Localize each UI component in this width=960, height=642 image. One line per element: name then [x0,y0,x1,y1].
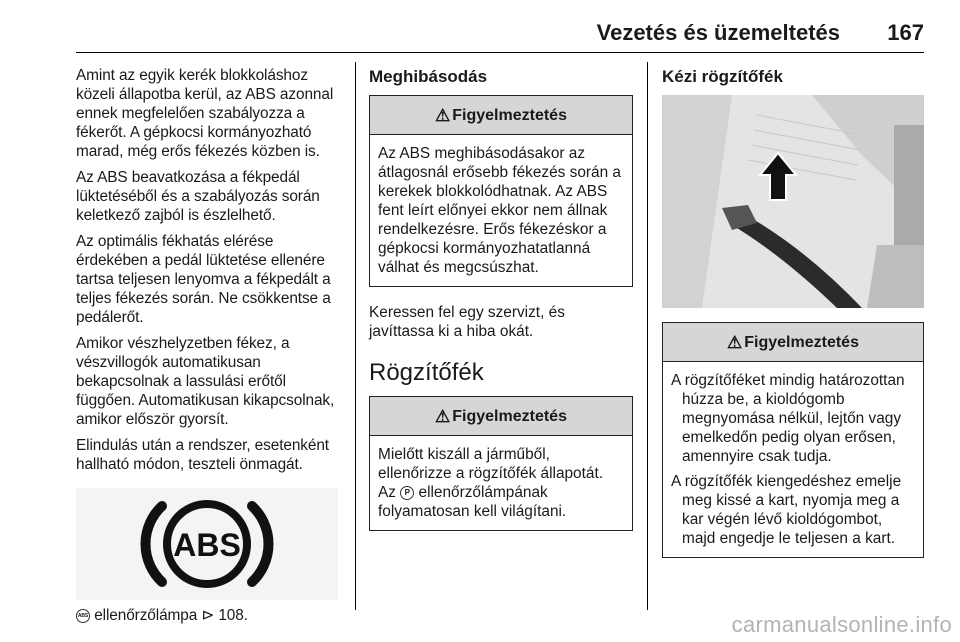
warning-body [370,436,632,530]
warning-text: A rögzítőféket mindig határozottan húzza be, a kioldógomb megnyomása nélkül, lejtőn vagy emelkedőn pedig olyan erősen, amennyire csak tudja. [671,372,905,465]
warning-text: A rögzítőfék kiengedéshez emelje meg kissé a kart, nyomja meg a kar végén lévő kioldógombot, majd engedje le teljesen a kart. [671,473,902,547]
warning-triangle-icon: ⚠ [435,406,451,426]
warning-triangle-icon: ⚠ [435,105,451,125]
paragraph: Amint az egyik kerék blokkoláshoz közeli állapotba kerül, az ABS azonnal ennek megfelelően szabályozza a fékerőt. A gépkocsi kormányozható marad, még erős fékezés közben is. [76,67,334,160]
column-malfunction [369,66,633,543]
page-header [0,0,960,56]
warning-body [663,362,923,557]
warning-header [370,397,632,436]
warning-header [663,323,923,362]
reference-arrow-icon: ⊳ [201,607,215,624]
warning-box-hand-brake [662,322,924,558]
reference-link[interactable]: 108. [218,607,248,624]
warning-text [378,445,624,521]
column-hand-brake [662,66,924,570]
abs-lamp-symbol-icon: ABS [76,609,90,623]
warning-body [370,135,632,286]
lamp-caption [76,606,344,625]
abs-warning-lamp-icon [76,488,338,600]
section-title: Vezetés és üzemeltetés [596,20,840,45]
page-number: 167 [887,20,924,45]
column-abs-text [76,66,344,632]
heading-hand-brake: Kézi rögzítőfék [662,67,783,86]
warning-text-part: ellenőrzőlámpának folyamatosan kell világítani. [378,484,567,520]
paragraph: Amikor vészhelyzetben fékez, a vészvillogók automatikusan bekapcsolnak a lassulási erőtől függően. Automatikusan kikapcsolnak, amikor először gyorsít. [76,335,335,428]
paragraph: Elindulás után a rendszer, esetenként hallható módon, teszteli önmagát. [76,437,329,473]
hand-brake-photo [662,95,924,308]
header-rule [76,52,924,53]
column-divider-1 [355,62,356,610]
warning-title: Figyelmeztetés [452,407,567,425]
watermark: carmanualsonline.info [731,612,952,637]
warning-text: Az ABS meghibásodásakor az átlagosnál erősebb fékezés során a kerekek blokkolódhatnak. Az ABS fent leírt előnyei ekkor nem állnak rendelkezésre. Erős fékezéskor a gépkocsi kormányozhatatlanná válhat és megcsúszhat. [378,145,621,276]
warning-header [370,96,632,135]
warning-box-parking-brake [369,396,633,531]
heading-parking-brake: Rögzítőfék [369,359,484,386]
column-divider-2 [647,62,648,610]
warning-text-part: Mielőtt kiszáll a járműből, ellenőrizze a rögzítőfék állapotát. Az [378,446,604,501]
service-text: Keressen fel egy szervizt, és javíttassa ki a hiba okát. [369,304,565,340]
warning-box-malfunction [369,95,633,287]
heading-malfunction: Meghibásodás [369,67,488,86]
warning-title: Figyelmeztetés [452,106,567,124]
abs-icon-label: ABS [173,527,241,563]
warning-triangle-icon: ⚠ [727,332,743,352]
paragraph: Az ABS beavatkozása a fékpedál lüktetéséből és a szabályozás során keletkező zajból is észlelhető. [76,169,320,224]
caption-text: ellenőrzőlámpa [94,607,198,624]
parking-brake-lamp-icon: P [400,486,414,500]
paragraph: Az optimális fékhatás elérése érdekében a pedál lüktetése ellenére tartsa teljesen lenyomva a fékpedált a teljes fékezés során. Ne csökkentse a pedálerőt. [76,233,331,326]
warning-title: Figyelmeztetés [744,333,859,351]
